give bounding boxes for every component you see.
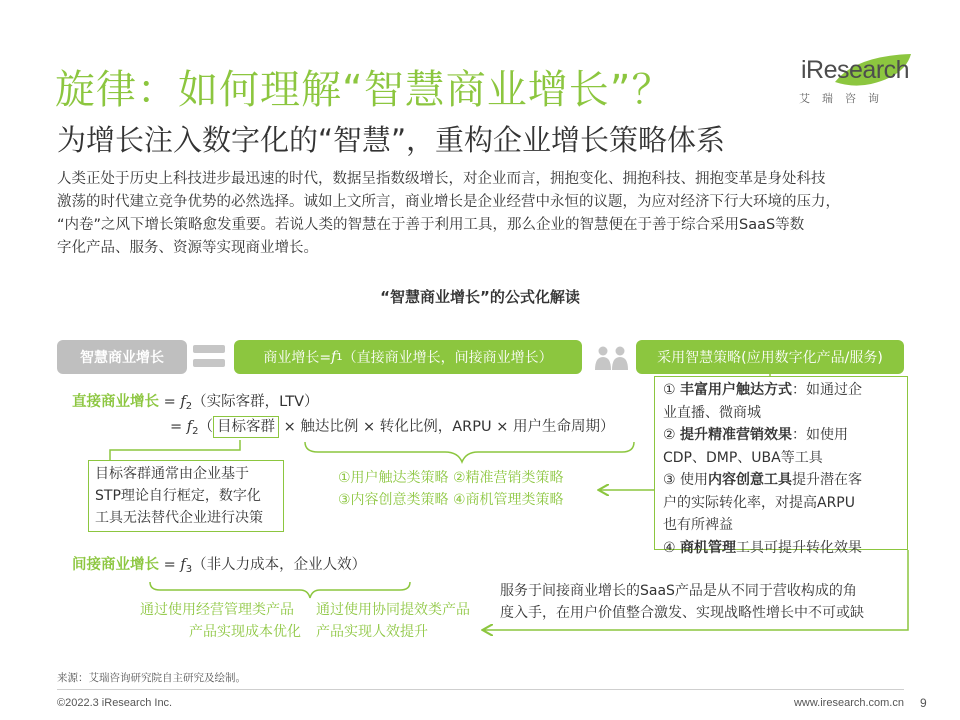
- saas-note-line: 度入手，在用户价值整合激发、实现战略性增长中不可或缺: [500, 605, 864, 621]
- intro-line: “内卷”之风下增长策略愈发重要。若说人类的智慧在于善于利用工具，那么企业的智慧便在于善于综合采用SaaS等数: [57, 217, 805, 233]
- growth-formula-pill: [234, 340, 582, 374]
- formula-sub: 1: [336, 351, 343, 363]
- brace-icon: [305, 442, 634, 462]
- diagram-title: “智慧商业增长”的公式化解读: [380, 288, 580, 306]
- f3-sub: 3: [185, 564, 193, 575]
- formula-main: 商业增长=: [263, 350, 332, 366]
- f2-sub: 2: [192, 426, 199, 437]
- logo-wordmark: iResearch: [801, 56, 910, 84]
- intro-paragraph: [57, 168, 917, 260]
- equals-icon: [193, 345, 225, 369]
- direct-growth-args: （实际客群，LTV）: [192, 394, 319, 410]
- strategy-item-2: ② 提升精准营销效果：如使用: [663, 427, 849, 443]
- note-line: STP理论自行框定，数字化: [95, 488, 261, 504]
- eq-sign: =: [159, 394, 181, 410]
- logo-chinese: 艾瑞咨询: [799, 92, 891, 105]
- intro-line: 人类正处于历史上科技进步最迅速的时代，数据呈指数级增长，对企业而言，拥抱变化、拥抱科技、拥抱变革是身处科技: [57, 171, 826, 187]
- f2-symbol: f: [186, 419, 193, 435]
- source-note: 来源：艾瑞咨询研究院自主研究及绘制。: [57, 672, 246, 684]
- target-customer-box: 目标客群: [213, 416, 279, 438]
- strategy-item-2-cont: CDP、DMP、UBA等工具: [663, 449, 823, 466]
- eq-sign: =: [159, 557, 181, 573]
- f3-symbol: f: [180, 557, 186, 573]
- formula-args: （直接商业增长，间接商业增长）: [342, 350, 553, 366]
- strategy-item-1: ① 丰富用户触达方式：如通过企: [663, 382, 863, 398]
- page-number: 9: [920, 696, 927, 710]
- direct-growth-eq2: [170, 415, 614, 438]
- strategy-line: ③内容创意类策略 ④商机管理类策略: [338, 492, 564, 508]
- strategy-item-4: ④ 商机管理工具可提升转化效果: [663, 539, 863, 556]
- arrow-icon: [110, 440, 240, 460]
- indirect-growth-label: 间接商业增长: [72, 557, 159, 573]
- target-customer-note: [88, 460, 284, 532]
- brace-icon: [150, 582, 410, 598]
- intro-line: 字化产品、服务、资源等实现商业增长。: [57, 240, 318, 256]
- efficiency-text: 通过使用协同提效类产品 产品实现人效提升: [316, 602, 470, 640]
- smart-growth-pill: 智慧商业增长: [57, 340, 187, 374]
- strategy-list: [338, 467, 564, 511]
- saas-note-line: 服务于间接商业增长的SaaS产品是从不同于营收构成的角: [500, 583, 857, 599]
- saas-note: [494, 578, 908, 630]
- cost-optimization-text: 通过使用经营管理类产品 产品实现成本优化: [140, 602, 301, 640]
- direct-growth-label: 直接商业增长: [72, 394, 159, 410]
- note-line: 目标客群通常由企业基于: [95, 466, 249, 482]
- smart-strategy-pill: 采用智慧策略(应用数字化产品/服务): [636, 340, 904, 374]
- strategy-item-3-cont: 户的实际转化率，对提高ARPU: [663, 494, 855, 511]
- website-link[interactable]: www.iresearch.com.cn: [793, 697, 904, 709]
- copyright: ©2022.3 iResearch Inc.: [57, 697, 173, 709]
- strategy-detail-box: [654, 376, 908, 556]
- strategy-item-1-cont: 业直播、微商城: [663, 404, 761, 421]
- direct-growth-factors: × 触达比例 × 转化比例，ARPU × 用户生命周期）: [279, 419, 615, 435]
- f2-symbol: f: [180, 394, 186, 410]
- eq-sign: =: [170, 419, 187, 435]
- f2-sub: 2: [185, 401, 193, 412]
- indirect-growth-args: （非人力成本，企业人效）: [192, 557, 367, 573]
- eq2-open-paren: （: [198, 419, 214, 435]
- indirect-growth-eq: [72, 553, 366, 575]
- people-icon: [594, 345, 630, 371]
- strategy-line: ①用户触达类策略 ②精准营销类策略: [338, 470, 564, 486]
- footer-divider: [57, 689, 904, 690]
- strategy-item-3-cont: 也有所裨益: [663, 517, 733, 533]
- note-line: 工具无法替代企业进行决策: [95, 510, 263, 526]
- page-subtitle: 为增长注入数字化的“智慧”，重构企业增长策略体系: [57, 123, 726, 157]
- direct-growth-eq1: [72, 390, 318, 412]
- page-title: 旋律：如何理解“智慧商业增长”？: [55, 67, 673, 113]
- intro-line: 激荡的时代建立竞争优势的必然选择。诚如上文所言，商业增长是企业经营中永恒的议题，为应对经济下行大环境的压力，: [57, 194, 840, 210]
- formula-f: f: [331, 349, 337, 365]
- strategy-item-3: ③ 使用内容创意工具提升潜在客: [663, 472, 863, 488]
- iresearch-logo: [795, 52, 915, 110]
